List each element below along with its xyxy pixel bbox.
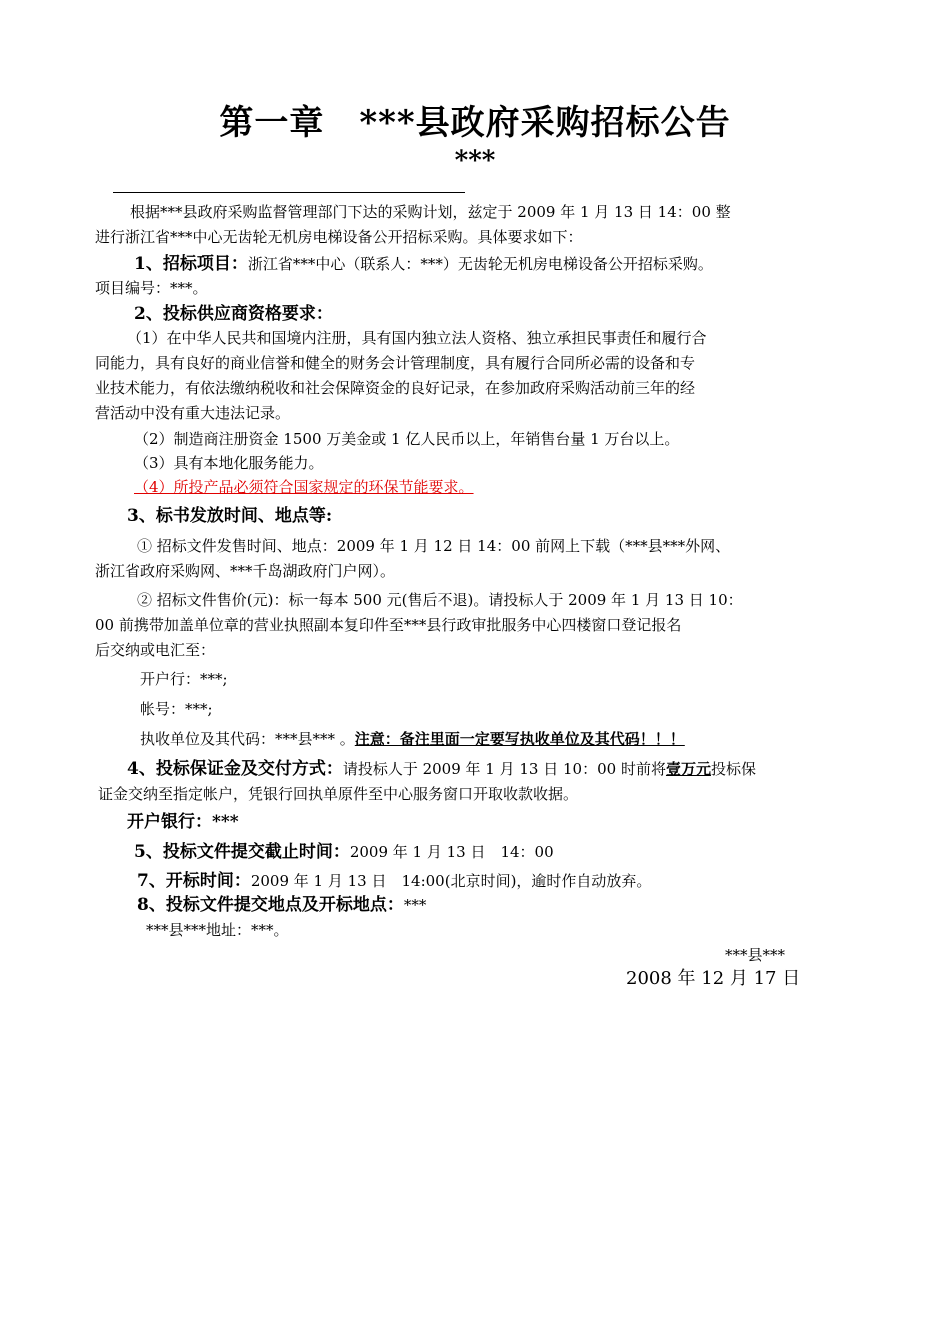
payee-notice: 注意：备注里面一定要写执收单位及其代码！！！	[354, 730, 685, 748]
section-2-p1-line-1: （1）在中华人民共和国境内注册，具有国内独立法人资格、独立承担民事责任和履行合	[127, 329, 707, 347]
section-3-b-line-3: 后交纳或电汇至：	[95, 641, 216, 659]
section-4-line-2: 证金交纳至指定帐户，凭银行回执单原件至中心服务窗口开取收款收据。	[98, 785, 579, 803]
section-7-text: 2009 年 1 月 13 日 14:00(北京时间)，逾时作自动放弃。	[250, 872, 652, 890]
payee-text: 执收单位及其代码：***县*** 。	[140, 730, 355, 748]
section-3-heading: 3、标书发放时间、地点等:	[127, 506, 333, 526]
section-4-heading: 4、投标保证金及交付方式：	[127, 759, 343, 779]
section-8-text: ***	[403, 896, 427, 914]
section-5-line	[134, 840, 554, 864]
section-8-line	[137, 893, 426, 917]
section-8-heading: 8、投标文件提交地点及开标地点：	[137, 895, 404, 915]
payee-line	[140, 727, 685, 751]
section-2-p4: （4）所投产品必须符合国家规定的环保节能要求。	[134, 478, 474, 496]
account-line: 帐号：***;	[140, 700, 213, 718]
section-4-line-1	[127, 757, 756, 781]
page-subtitle: ***	[454, 146, 496, 176]
section-3-b-line-1: ② 招标文件售价(元)：标一每本 500 元(售后不退)。请投标人于 2009 年 1 月 13 日 10：	[137, 591, 743, 609]
section-7-line	[137, 869, 651, 893]
section-3-b-line-2: 00 前携带加盖单位章的营业执照副本复印件至***县行政审批服务中心四楼窗口登记报名	[95, 616, 682, 634]
intro-line-2: 进行浙江省***中心无齿轮无机房电梯设备公开招标采购。具体要求如下：	[95, 228, 583, 246]
section-1-heading: 1、招标项目：	[134, 254, 248, 274]
section-8-address: ***县***地址：***。	[146, 921, 289, 939]
section-3-a-line-1: ① 招标文件发售时间、地点：2009 年 1 月 12 日 14：00 前网上下载（***县***外网、	[137, 537, 731, 555]
section-2-p1-line-3: 业技术能力，有依法缴纳税收和社会保障资金的良好记录，在参加政府采购活动前三年的经	[95, 379, 696, 397]
section-4-text-after: 投标保	[710, 760, 756, 778]
deposit-bank: 开户银行：***	[127, 812, 239, 832]
intro-line-1: 根据***县政府采购监督管理部门下达的采购计划，兹定于 2009 年 1 月 13 日 14：00 整	[130, 203, 731, 221]
page-title: 第一章 ***县政府采购招标公告	[219, 103, 731, 143]
section-7-heading: 7、开标时间：	[137, 871, 251, 891]
deposit-amount: 壹万元	[665, 760, 711, 778]
section-2-heading: 2、投标供应商资格要求：	[134, 304, 333, 324]
issue-date: 2008 年 12 月 17 日	[626, 968, 801, 989]
section-2-p1-line-4: 营活动中没有重大违法记录。	[95, 404, 291, 422]
project-number: 项目编号：***。	[95, 279, 208, 297]
section-3-a-line-2: 浙江省政府采购网、***千岛湖政府门户网）。	[95, 562, 396, 580]
section-1-text: 浙江省***中心（联系人：***）无齿轮无机房电梯设备公开招标采购。	[247, 255, 713, 273]
section-4-text-before: 请投标人于 2009 年 1 月 13 日 10：00 时前将	[342, 760, 666, 778]
section-2-p2: （2）制造商注册资金 1500 万美金或 1 亿人民币以上，年销售台量 1 万台以上。	[134, 430, 680, 448]
section-5-heading: 5、投标文件提交截止时间：	[134, 842, 350, 862]
section-2-p1-line-2: 同能力，具有良好的商业信誉和健全的财务会计管理制度，具有履行合同所必需的设备和专	[95, 354, 696, 372]
title-divider	[113, 192, 465, 193]
issuer: ***县***	[725, 946, 786, 964]
section-2-p3: （3）具有本地化服务能力。	[134, 454, 324, 472]
section-1-line	[134, 252, 713, 276]
section-5-text: 2009 年 1 月 13 日 14：00	[349, 843, 554, 861]
bank-line: 开户行：***;	[140, 670, 228, 688]
